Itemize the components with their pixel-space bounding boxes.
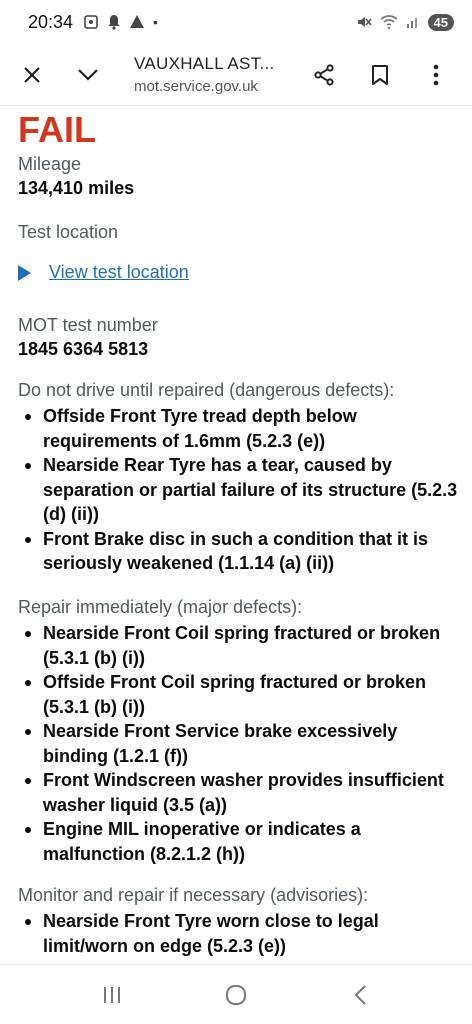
- mute-icon: [356, 14, 372, 30]
- test-result-status: FAIL: [18, 109, 96, 150]
- close-icon: [22, 65, 42, 85]
- mileage-label: Mileage: [18, 154, 82, 174]
- advisories-section: [18, 883, 464, 958]
- close-button[interactable]: [4, 47, 60, 103]
- dangerous-defects-section: [18, 378, 464, 576]
- more-options-button[interactable]: [408, 47, 464, 103]
- bookmark-icon: [371, 64, 389, 86]
- battery-indicator: 45: [428, 14, 454, 31]
- home-icon: [224, 983, 248, 1007]
- mot-test-number-label: MOT test number: [18, 315, 158, 335]
- minimize-button[interactable]: [60, 47, 116, 103]
- chevron-down-icon: [77, 68, 99, 82]
- defect-item: Offside Front Tyre tread depth below requirements of 1.6mm (5.2.3 (e)): [18, 404, 464, 453]
- toolbar-actions: [296, 47, 464, 103]
- signal-icon: [406, 15, 420, 29]
- dangerous-defects-heading: Do not drive until repaired (dangerous defects):: [18, 380, 395, 400]
- bell-icon: [107, 14, 121, 30]
- major-defects-list: [18, 621, 464, 866]
- wifi-icon: [380, 14, 398, 30]
- screenshot-icon: [83, 14, 99, 30]
- defect-item: Front Brake disc in such a condition that it is seriously weakened (1.1.14 (a) (ii)): [18, 527, 464, 576]
- mot-test-number-value: 1845 6364 5813: [18, 339, 149, 359]
- dangerous-defects-list: [18, 404, 464, 576]
- defect-item: Offside Front Coil spring fractured or broken (5.3.1 (b) (i)): [18, 670, 464, 719]
- major-defects-section: [18, 595, 464, 866]
- mileage-value: 134,410 miles: [18, 178, 135, 198]
- home-button[interactable]: [216, 975, 256, 1015]
- advisories-list: [18, 909, 464, 958]
- status-time: 20:34: [28, 11, 74, 32]
- defect-item: Nearside Front Coil spring fractured or broken (5.3.1 (b) (i)): [18, 621, 464, 670]
- notification-icons: [83, 14, 158, 30]
- page-url: mot.service.gov.uk: [134, 78, 258, 95]
- dot-icon: •: [153, 14, 158, 30]
- back-button[interactable]: [340, 975, 380, 1015]
- recents-button[interactable]: [92, 975, 132, 1015]
- status-right: [356, 14, 454, 31]
- browser-toolbar: [0, 44, 472, 106]
- triangle-right-icon: [18, 265, 31, 281]
- status-bar: [0, 0, 472, 44]
- recents-icon: [101, 985, 123, 1005]
- defect-item: Front Windscreen washer provides insufficient washer liquid (3.5 (a)): [18, 768, 464, 817]
- defect-item: Nearside Rear Tyre has a tear, caused by separation or partial failure of its structure (5.2.3 (d) (ii)): [18, 453, 464, 527]
- view-test-location[interactable]: [18, 262, 189, 283]
- advisory-item: Nearside Front Tyre worn close to legal limit/worn on edge (5.2.3 (e)): [18, 909, 464, 958]
- bookmark-button[interactable]: [352, 47, 408, 103]
- advisories-heading: Monitor and repair if necessary (advisories):: [18, 885, 369, 905]
- test-location-label: Test location: [18, 222, 119, 242]
- view-test-location-link[interactable]: View test location: [49, 262, 189, 282]
- system-navigation-bar: [0, 964, 472, 1024]
- alert-icon: [129, 14, 145, 30]
- mot-result-content: [18, 108, 464, 956]
- more-vert-icon: [433, 64, 439, 86]
- major-defects-heading: Repair immediately (major defects):: [18, 597, 303, 617]
- share-button[interactable]: [296, 47, 352, 103]
- back-icon: [353, 984, 367, 1006]
- page-title-area[interactable]: [116, 54, 296, 95]
- page-title: VAUXHALL AST...: [134, 54, 275, 73]
- share-icon: [313, 64, 335, 86]
- defect-item: Engine MIL inoperative or indicates a malfunction (8.2.1.2 (h)): [18, 817, 464, 866]
- defect-item: Nearside Front Service brake excessively binding (1.2.1 (f)): [18, 719, 464, 768]
